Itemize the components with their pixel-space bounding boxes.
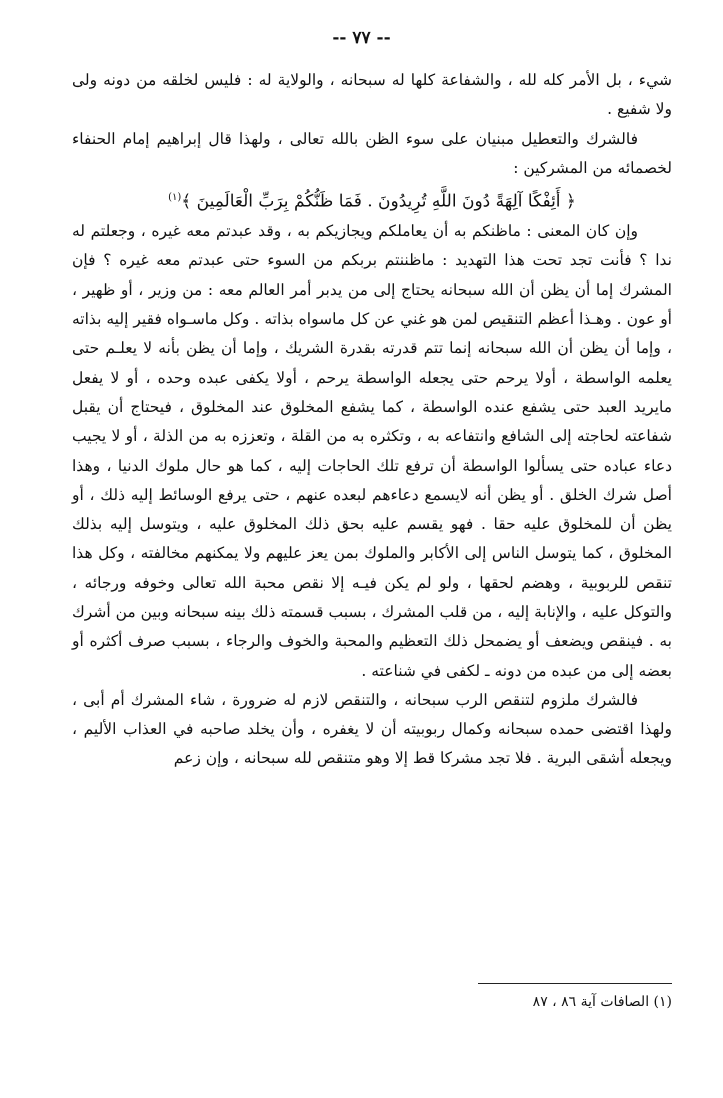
paragraph-4: فالشرك ملزوم لتنقص الرب سبحانه ، والتنقص لازم له ضرورة ، شاء المشرك أم أبى ، ولهذا اقتضى حمده سبحانه وكمال ربوبيته أن لا يغفره ، وأن يخلد صاحبه في العذاب الأليم ، ويجعله أشقى البرية . فلا تجد مشركا قط إلا وهو متنقص لله سبحانه ، وإن زعم [72, 690, 672, 768]
main-text [72, 66, 672, 774]
paragraph-3: وإن كان المعنى : ماظنكم به أن يعاملكم ويجازيكم به ، وقد عبدتم معه غيره ، وجعلتم له ندا ؟ فأنت تجد تحت هذا التهديد : ماظننتم بربكم من السوء حتى عبدتم معه غيره ؟ فإن المشرك إما أن يظن أن الله سبحانه يحتاج إلى من يدبر أمر العالم معه : من وزير ، أو ظهير ، أو عون . وهـذا أعظم التنقيص لمن هو غني عن كل ماسواه بذاته . وكل ماسـواه فقير إليه بذاته ، وإما أن يظن أن الله سبحانه إنما تتم قدرته بقدرة الشريك ، وإما أن يظن بأنه لا يعلـم حتى يعلمه الواسطة ، أولا يرحم حتى يجعله الواسطة يرحم ، أولا يكفى عبده وحده ، أو لا يفعل مايريد العبد حتى يشفع عنده الواسطة ، كما يشفع المخلوق عند المخلوق ، فيحتاج أن يقبل شفاعته لحاجته إلى الشافع وانتفاعه به ، وتكثره به من القلة ، وتعززه به من الذلة ، أو لا يجيب دعاء عباده حتى يسألوا الواسطة أن ترفع تلك الحاجات إليه ، كما هو حال ملوك الدنيا ، وهذا أصل شرك الخلق . أو يظن أنه لايسمع دعاءهم لبعده عنهم ، حتى يرفع الوسائط إليه ذلك ، أو يظن أن للمخلوق عليه حقا . فهو يقسم عليه بحق ذلك المخلوق عليه ، ويتوسل إليه بذلك المخلوق ، كما يتوسل الناس إلى الأكابر والملوك بمن يعز عليهم ولا يمكنهم مخالفته ، وكل هذا تنقص للربوبية ، وهضم لحقها ، ولو لم يكن فيـه إلا نقص محبة الله تعالى وخوفه ورجائه ، والتوكل عليه ، والإنابة إليه ، من قلب المشرك ، بسبب قسمته ذلك بينه سبحانه وبين من أشرك به . فينقص ويضعف أو يضمحل ذلك التعظيم والمحبة والخوف والرجاء ، بسبب صرف أكثره أو بعضه إلى من عبده من دونه ـ لكفى في شناعته . [72, 222, 672, 680]
verse-text: ﴿ أَئِفْكًا آلِهَةً دُونَ اللَّهِ تُرِيدُونَ . فَمَا ظَنُّكُمْ بِرَبِّ الْعَالَمِينَ ﴾ [181, 191, 576, 212]
footnote-divider [478, 983, 672, 984]
paragraph-2: فالشرك والتعطيل مبنيان على سوء الظن بالله تعالى ، ولهذا قال إبراهيم إمام الحنفاء لخصمائه من المشركين : [72, 129, 672, 177]
paragraph-1: شيء ، بل الأمر كله لله ، والشفاعة كلها له سبحانه ، والولاية له : فليس لخلقه من دونه ولى ولا شفيع . [72, 71, 672, 119]
quran-verse [72, 183, 672, 217]
footnote: (١) الصافات آية ٨٦ ، ٨٧ [532, 994, 672, 1010]
page-number: -- ٧٧ -- [332, 28, 391, 48]
verse-footnote-marker: (١) [168, 192, 182, 204]
